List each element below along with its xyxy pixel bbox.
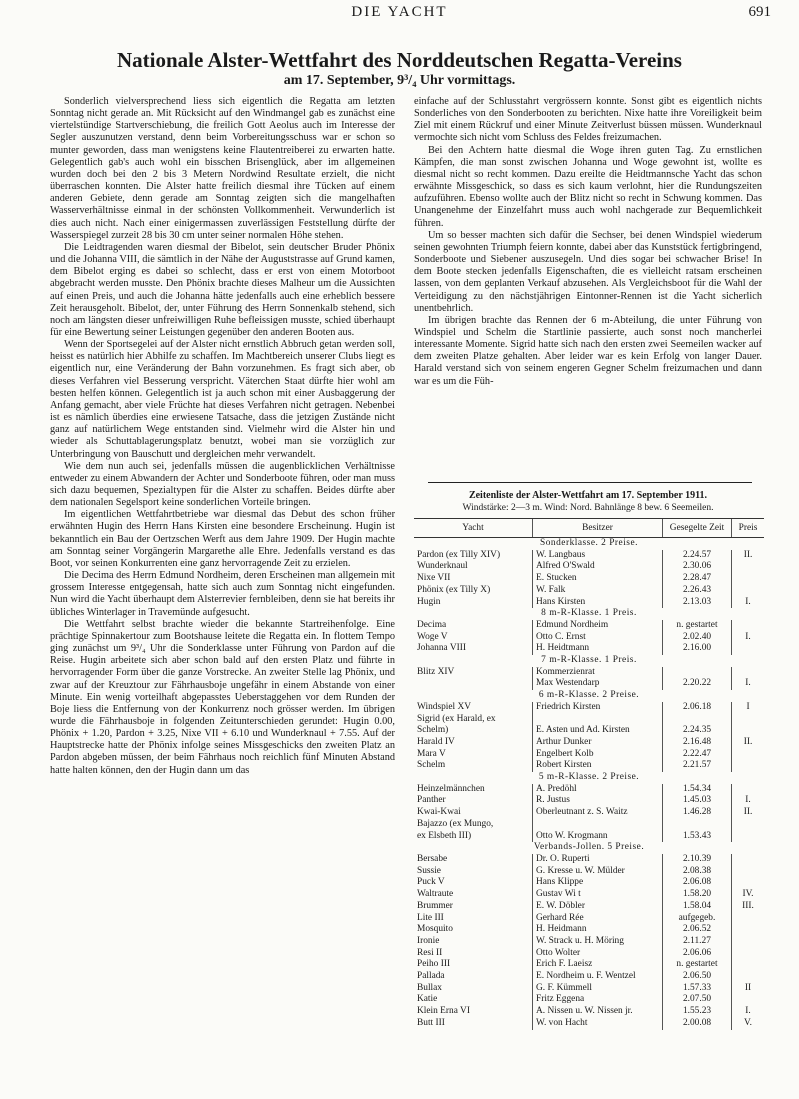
class-header-row [414, 608, 764, 620]
time-cell: 2.22.47 [663, 749, 732, 761]
prize-cell: I. [732, 632, 765, 644]
owner-cell: Edmund Nordheim [533, 620, 663, 632]
time-cell: 2.06.18 [663, 702, 732, 714]
yacht-cell: Lite III [417, 912, 444, 923]
owner-cell: Hans Klippe [533, 877, 663, 889]
table-row [414, 667, 764, 679]
yacht-cell: Bullax [417, 982, 442, 993]
prize-cell [732, 643, 765, 655]
prize-cell [732, 913, 765, 925]
owner-cell: Arthur Dunker [533, 737, 663, 749]
yacht-cell: Waltraute [417, 889, 454, 900]
table-row [414, 678, 764, 690]
table-row [414, 913, 764, 925]
yacht-cell: Butt III [417, 1017, 445, 1028]
owner-cell: R. Justus [533, 795, 663, 807]
yacht-cell: ex Elsbeth III) [417, 830, 472, 841]
time-cell: 1.53.43 [663, 831, 732, 843]
yacht-cell: Klein Erna VI [417, 1006, 470, 1017]
owner-cell: Otto W. Krogmann [533, 831, 663, 843]
time-cell: 2.13.03 [663, 597, 732, 609]
table-row [414, 866, 764, 878]
class-name: 7 m-R-Klasse. 1 Preis. [541, 655, 637, 666]
prize-cell [732, 854, 765, 866]
yacht-cell: Ironie [417, 935, 440, 946]
prize-cell: I. [732, 1006, 765, 1018]
time-cell [663, 714, 732, 726]
article-paragraph: Wenn der Sportsegelei auf der Alster nicht ernstlich Abbruch getan werden soll, heisst es natürlich hier Abhilfe zu schaffen. Im Machtbereich unserer Clubs liegt es eigentlich nur, eine Veränderung der Bahn vorzunehmen. Es fragt sich aber, ob dieses Verfahren viel Besserung verspricht. Väterchen Staat dürfte hier wohl am besten helfen können. Gelegentlich ist ja auch schon mit einer Ausbaggerung der Anfang gemacht, aber viele Früchte hat dieses Verfahren nicht getragen. Nebenbei ist es nämlich überdies eine erwiesene Tatsache, dass die jetzigen Zustände nicht ganz auf natürlichem Wege entstanden sind. Vielmehr wird die Alster hin und wieder als Schuttablagerungsplatz benutzt, wobei man sie vorzüglich zur Unterbringung von Bauschutt und dergleichen mehr verwandelt. [50, 339, 395, 460]
prize-cell: III. [732, 901, 765, 913]
time-cell: 1.54.34 [663, 784, 732, 796]
table-row [414, 901, 764, 913]
prize-cell: II. [732, 807, 765, 819]
owner-cell: Friedrich Kirsten [533, 702, 663, 714]
table-row [414, 784, 764, 796]
yacht-cell: Mosquito [417, 924, 453, 935]
owner-cell: W. Strack u. H. Möring [533, 936, 663, 948]
header-owner: Besitzer [533, 519, 663, 538]
table-row [414, 573, 764, 585]
table-divider [428, 482, 752, 483]
yacht-cell: Woge V [417, 631, 448, 642]
header-prize: Preis [732, 519, 765, 538]
owner-cell: Gerhard Rée [533, 913, 663, 925]
owner-cell: W. Falk [533, 585, 663, 597]
article-paragraph: Wie dem nun auch sei, jedenfalls müssen die augenblicklichen Verhältnisse entweder zu einem Abwandern der Achter und Sonderboote führen, oder man muss sich dazu bequemen, Spezialtypen für die Alster zu schaffen. Beides dürfte aber dem nationalen Segelsport keine sonderlichen Vorteile bringen. [50, 460, 395, 509]
yacht-cell: Johanna VIII [417, 643, 467, 654]
prize-cell [732, 573, 765, 585]
prize-cell [732, 994, 765, 1006]
article-paragraph: Die Decima des Herrn Edmund Nordheim, deren Erscheinen man allgemein mit grossem Interesse entgegensah, hatte sich auch zum Sonntag nicht eingefunden. Nun wird die Yacht überhaupt dem Alsterrevier fernbleiben, denn sie hat bereits ihr übliches Winterlager in Travemünde aufgesucht. [50, 570, 395, 618]
owner-cell: E. Asten und Ad. Kirsten [533, 725, 663, 737]
prize-cell [732, 936, 765, 948]
table-row [414, 550, 764, 562]
time-cell: 2.16.48 [663, 737, 732, 749]
header-time: Gesegelte Zeit [663, 519, 732, 538]
owner-cell: E. Stucken [533, 573, 663, 585]
owner-cell [533, 819, 663, 831]
prize-cell: V. [732, 1018, 765, 1030]
time-cell: 2.06.50 [663, 971, 732, 983]
table-row [414, 1018, 764, 1030]
article-paragraph: Um so besser machten sich dafür die Sechser, bei denen Windspiel wiederum seinen gewohnten Triumph feiern konnte, dabei aber das Kunststück fertigbringend, Sonderboote und Siebener auszusegeln. Und dies sogar bei schwacher Brise! In dem Boote stecken jedenfalls Eigenschaften, die es vielleicht ratsam erscheinen lassen, von dem geplanten Verkauf abzusehen. Als Vergleichsboot für die Wahl der Verteidigung zu den nächstjährigen Eintonner-Rennen ist die Yacht sicherlich unentbehrlich. [414, 229, 762, 314]
table-row [414, 1006, 764, 1018]
yacht-cell: Peiho III [417, 959, 451, 970]
yacht-cell: Hugin [417, 596, 441, 607]
class-name: 8 m-R-Klasse. 1 Preis. [541, 608, 637, 619]
prize-cell [732, 749, 765, 761]
prize-cell [732, 971, 765, 983]
header-yacht: Yacht [414, 519, 533, 538]
yacht-cell: Mara V [417, 748, 446, 759]
time-cell: 1.45.03 [663, 795, 732, 807]
prize-cell: I. [732, 597, 765, 609]
prize-cell [732, 714, 765, 726]
class-header-row [414, 690, 764, 702]
prize-cell: I [732, 702, 765, 714]
owner-cell: Gustav Wi t [533, 889, 663, 901]
time-cell: 2.28.47 [663, 573, 732, 585]
yacht-cell: Pardon (ex Tilly XIV) [417, 549, 501, 560]
time-cell: 1.58.04 [663, 901, 732, 913]
owner-cell [533, 714, 663, 726]
table-row [414, 632, 764, 644]
owner-cell: H. Heidmann [533, 924, 663, 936]
owner-cell: Dr. O. Ruperti [533, 854, 663, 866]
prize-cell [732, 585, 765, 597]
table-row [414, 819, 764, 831]
table-row [414, 994, 764, 1006]
owner-cell: Hans Kirsten [533, 597, 663, 609]
table-row [414, 795, 764, 807]
time-cell: 1.58.20 [663, 889, 732, 901]
owner-cell: E. W. Döbler [533, 901, 663, 913]
article-subtitle: am 17. September, 9³/₄ Uhr vormittags. [283, 73, 516, 88]
yacht-cell: Resi II [417, 947, 443, 958]
owner-cell: G. Kresse u. W. Mülder [533, 866, 663, 878]
yacht-cell: Wunderknaul [417, 561, 468, 572]
time-cell: 2.07.50 [663, 994, 732, 1006]
prize-cell [732, 561, 765, 573]
time-cell: 2.24.35 [663, 725, 732, 737]
page-number: 691 [748, 4, 771, 20]
prize-cell [732, 948, 765, 960]
owner-cell: A. Predöhl [533, 784, 663, 796]
time-cell: 2.08.38 [663, 866, 732, 878]
time-cell: 2.10.39 [663, 854, 732, 866]
owner-cell: Otto Wolter [533, 948, 663, 960]
yacht-cell: Kwai-Kwai [417, 807, 461, 818]
class-header-row [414, 842, 764, 854]
class-name: Sonderklasse. 2 Preise. [540, 538, 638, 548]
yacht-cell: Sigrid (ex Harald, ex [417, 713, 496, 724]
table-row [414, 737, 764, 749]
yacht-cell: Sussie [417, 865, 441, 876]
time-cell: 2.20.22 [663, 678, 732, 690]
owner-cell: A. Nissen u. W. Nissen jr. [533, 1006, 663, 1018]
time-cell: 2.11.27 [663, 936, 732, 948]
owner-cell: Alfred O'Swald [533, 561, 663, 573]
table-row [414, 714, 764, 726]
table-row [414, 924, 764, 936]
article-paragraph: Die Wettfahrt selbst brachte wieder die bekannte Startreihenfolge. Eine prächtige Spinnakertour zum Bootshause leitete die Regatta ein. In flottem Tempo ging zunächst um 9³/₄ Uhr die Sonderklasse unter Führung von Pardon auf die Reise. Hugin arbeitete sich aber schon bald auf den ersten Platz und führte in hervorragender Form über die ganze Vorstrecke. An zweiter Stelle lag Phönix, und zwar auf der Kreuztour zur Fährhausboje ungefähr in einem Abstande von einer Minute. Ein wenig vorteilhaft abgepasstes Ueberstaggehen vor dem Runden der Boje liess die Entfernung von der Konkurrenz noch grösser werden. Im übrigen wurde die Fährhausboje in folgenden Zeitunterschieden gerundet: Hugin 0.00, Phönix + 1.20, Pardon + 3.25, Nixe VII + 6.10 und Wunderknaul + 7.55. Auf der Hauptstrecke hatte der Phönix infolge seines Missgeschicks den zweiten Platz an Pardon abgeben müssen, der beim Fährhaus noch reichlich fünf Minuten Abstand hatte halten können, den der Hugin dann um das [50, 618, 395, 776]
table-row [414, 959, 764, 971]
article-paragraph: Bei den Achtern hatte diesmal die Woge ihren guten Tag. Zu ernstlichen Kämpfen, die man sonst zwischen Johanna und Woge gewohnt ist, wollte es diesmal nicht so recht kommen. Dazu ereilte die Heidtmannsche Yacht das schon erwähnte Missgeschick, so dass es sich kaum verlohnt, hier die Rundungszeiten aufzuführen. Ebenso wollte auch der Blitz nicht so recht in Schwung kommen. Das Unangenehme der Einzelfahrt muss auch wohl nachgerade zur Bequemlichkeit führen. [414, 144, 762, 229]
results-header-row [414, 519, 764, 538]
time-cell [663, 667, 732, 679]
results-subtitle: Windstärke: 2—3 m. Wind: Nord. Bahnlänge 8 bew. 6 Seemeilen. [462, 503, 714, 513]
yacht-cell: Katie [417, 994, 438, 1005]
time-cell: 2.26.43 [663, 585, 732, 597]
yacht-cell [414, 678, 533, 690]
time-cell: 2.21.57 [663, 760, 732, 772]
table-row [414, 585, 764, 597]
article-title: Nationale Alster-Wettfahrt des Norddeutschen Regatta-Vereins [117, 48, 682, 72]
yacht-cell: Windspiel XV [417, 701, 472, 712]
results-body [414, 538, 764, 1030]
yacht-cell: Brummer [417, 900, 453, 911]
time-cell: 2.06.08 [663, 877, 732, 889]
table-row [414, 725, 764, 737]
owner-cell: W. Langbaus [533, 550, 663, 562]
prize-cell [732, 877, 765, 889]
results-table [414, 518, 764, 1030]
prize-cell [732, 760, 765, 772]
table-row [414, 643, 764, 655]
table-row [414, 854, 764, 866]
class-name: Verbands-Jollen. 5 Preise. [533, 842, 645, 853]
prize-cell [732, 866, 765, 878]
class-name: 5 m-R-Klasse. 2 Preise. [538, 772, 640, 783]
time-cell: 2.30.06 [663, 561, 732, 573]
yacht-cell: Phönix (ex Tilly X) [417, 584, 491, 595]
article-paragraph: Die Leidtragenden waren diesmal der Bibelot, sein deutscher Bruder Phönix und die Johanna VIII, die sämtlich in der Nähe der Auguststrasse auf Grund kamen, dem Bibelot erging es dabei so schlecht, dass er erst von einem Motorboot abgebracht werden musste. Den Phönix brachte dieses Malheur um die Aussichten auf einen Preis, und auch die Johanna hätte jedenfalls auch eine erheblich bessere Zeit herausgeholt. Bibelot, der, unter Führung des Herrn Sonnenkalb stehend, sich noch am längsten dieser unfreiwilligen Ruhe befleissigen musste, schied überhaupt für eine Bewertung seiner Leistungen gegenüber den anderen Booten aus. [50, 241, 395, 338]
prize-cell [732, 959, 765, 971]
owner-cell: Erich F. Laeisz [533, 959, 663, 971]
yacht-cell: Panther [417, 795, 446, 806]
table-row [414, 983, 764, 995]
owner-cell: H. Heidtmann [533, 643, 663, 655]
yacht-cell: Pallada [417, 971, 445, 982]
table-row [414, 948, 764, 960]
results-title: Zeitenliste der Alster-Wettfahrt am 17. September 1911. [468, 490, 708, 501]
table-row [414, 889, 764, 901]
class-name: 6 m-R-Klasse. 2 Preise. [538, 690, 640, 701]
left-column [50, 96, 395, 1096]
yacht-cell: Schelm [417, 760, 446, 771]
table-row [414, 702, 764, 714]
prize-cell: II. [732, 550, 765, 562]
time-cell: n. gestartet [663, 620, 732, 632]
article-paragraph: einfache auf der Schlusstahrt vergrössern konnte. Sonst gibt es eigentlich nichts Sonderliches von den Sonderbooten zu berichten. Nixe hatte ihre Voreiligkeit beim Ziel mit einem Rückruf und einer Minute Zeitverlust büssen müssen. Wunderknaul vermochte sich nicht vom Schluss des Feldes freizumachen. [414, 96, 762, 144]
owner-cell: Max Westendarp [533, 678, 663, 690]
table-row [414, 620, 764, 632]
class-header-row [414, 655, 764, 667]
owner-cell: Kommerzienrat [533, 667, 663, 679]
time-cell: 1.57.33 [663, 983, 732, 995]
time-cell: 2.06.52 [663, 924, 732, 936]
owner-cell: Oberleutnant z. S. Waitz [533, 807, 663, 819]
yacht-cell: Decima [417, 619, 447, 630]
time-cell: 1.46.28 [663, 807, 732, 819]
owner-cell: Fritz Eggena [533, 994, 663, 1006]
owner-cell: G. F. Kümmell [533, 983, 663, 995]
prize-cell [732, 924, 765, 936]
prize-cell [732, 784, 765, 796]
prize-cell [732, 831, 765, 843]
time-cell: 2.00.08 [663, 1018, 732, 1030]
table-row [414, 561, 764, 573]
time-cell: aufgegeb. [663, 913, 732, 925]
right-column [414, 96, 762, 476]
yacht-cell: Schelm) [417, 725, 449, 736]
table-row [414, 760, 764, 772]
class-header-row [414, 772, 764, 784]
owner-cell: W. von Hacht [533, 1018, 663, 1030]
time-cell [663, 819, 732, 831]
prize-cell [732, 725, 765, 737]
owner-cell: Engelbert Kolb [533, 749, 663, 761]
time-cell: 1.55.23 [663, 1006, 732, 1018]
prize-cell: II [732, 983, 765, 995]
owner-cell: E. Nordheim u. F. Wentzel [533, 971, 663, 983]
yacht-cell: Blitz XIV [417, 666, 455, 677]
prize-cell [732, 819, 765, 831]
yacht-cell: Puck V [417, 877, 445, 888]
yacht-cell: Bajazzo (ex Mungo, [417, 818, 494, 829]
table-row [414, 749, 764, 761]
prize-cell: I. [732, 795, 765, 807]
time-cell: 2.02.40 [663, 632, 732, 644]
yacht-cell: Heinzelmännchen [417, 783, 485, 794]
yacht-cell: Harald IV [417, 736, 455, 747]
prize-cell: I. [732, 678, 765, 690]
table-row [414, 597, 764, 609]
owner-cell: Otto C. Ernst [533, 632, 663, 644]
time-cell: 2.06.06 [663, 948, 732, 960]
article-paragraph: Im übrigen brachte das Rennen der 6 m-Abteilung, die unter Führung von Windspiel und Schelm die Startlinie passierte, auch sonst noch mancherlei interessante Momente. Sigrid hatte sich nach den ersten zwei Seemeilen wacker auf dem zweiten Platze gehalten. Aber leider war es kein Erfolg von langer Dauer. Harald verstand sich von seinem engeren Gegner Schelm freizumachen und dann war es um die Füh- [414, 314, 762, 387]
prize-cell: II. [732, 737, 765, 749]
time-cell: n. gestartet [663, 959, 732, 971]
time-cell: 2.24.57 [663, 550, 732, 562]
time-cell: 2.16.00 [663, 643, 732, 655]
yacht-cell: Bersabe [417, 853, 448, 864]
table-row [414, 807, 764, 819]
article-paragraph: Sonderlich vielversprechend liess sich eigentlich die Regatta am letzten Sonntag nicht gerade an. Mit Rücksicht auf den Windmangel gab es zunächst eine viertelstündige Startverschiebung, die freilich Gott Aeolus auch im Interesse der Segler auszunutzen verstand, denn beim Vorbereitungsschuss war er schon so munter geworden, dass man wenigstens keine Flautentreiberei zu erwarten hatte. Gelegentlich gab's auch wohl ein bisschen Brisenglück, aber im allgemeinen wurden doch bei den 2 bis 3 Metern Nordwind Resultate erzielt, die nicht überraschen konnten. Die Alster hatte freilich diesmal ihre Tücken auf einem anderen Gebiete, denn gerade am Sonntag zeigten sich die mangelhaften Wasserverhältnisse einmal in der schönsten Vollkommenheit. Verwunderlich ist dies auch nicht. Nach einer einigermassen zuverlässigen Feststellung dürfte der Wasserspiegel zurzeit 28 bis 30 cm unter seiner normalen Höhe stehen. [50, 96, 395, 241]
yacht-cell: Nixe VII [417, 573, 451, 584]
prize-cell [732, 620, 765, 632]
table-row [414, 936, 764, 948]
table-row [414, 831, 764, 843]
prize-cell: IV. [732, 889, 765, 901]
article-paragraph: Im eigentlichen Wettfahrtbetriebe war diesmal das Debut des schon früher erwähnten Hugin des Herrn Hans Kirsten eine besondere Erscheinung. Hugin ist bekanntlich ein Bau der Oertzschen Werft aus dem Jahre 1909. Der Hugin machte am Sonntag seiner Vorgängerin Margarethe alle Ehre. Jedenfalls verstand es das Boot, vor seinen Konkurrenten eine ganz hervorragende Zeit zu erzielen. [50, 509, 395, 569]
table-row [414, 971, 764, 983]
class-header-row [414, 538, 764, 550]
table-row [414, 877, 764, 889]
running-title: DIE YACHT [351, 4, 448, 20]
prize-cell [732, 667, 765, 679]
owner-cell: Robert Kirsten [533, 760, 663, 772]
